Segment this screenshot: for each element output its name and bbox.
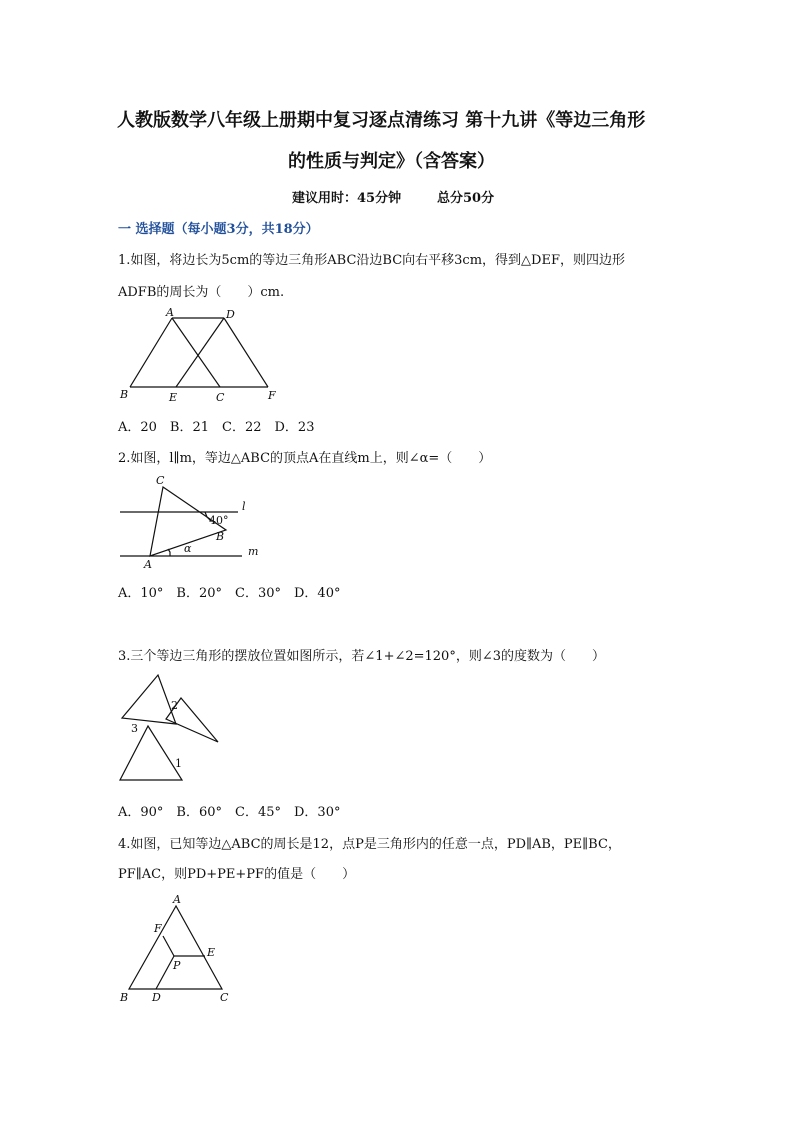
question-2-options: A．10° B．20° C．30° D．40° <box>118 586 341 601</box>
section-heading: 一 选择题（每小题3分，共18分） <box>118 222 319 237</box>
page-title-line2: 的性质与判定》（含答案） <box>288 151 495 172</box>
fig4-segment-PD <box>156 956 174 989</box>
fig2-label-m: m <box>248 545 259 558</box>
score-label: 总分50分 <box>437 191 495 206</box>
question-4-line2: PF∥AC，则PD+PE+PF的值是（ ） <box>118 867 356 882</box>
fig4-label-F: F <box>154 922 162 935</box>
fig2-label-l: l <box>242 500 246 513</box>
fig2-label-40deg: 40° <box>209 514 229 527</box>
fig1-label-C: C <box>216 391 225 404</box>
fig4-label-E: E <box>207 946 216 959</box>
fig4-label-C: C <box>220 991 229 1004</box>
fig2-label-C: C <box>156 474 165 487</box>
fig3-label-3: 3 <box>131 722 138 735</box>
fig3-label-2: 2 <box>171 699 178 712</box>
question-1-options: A．20 B．21 C．22 D．23 <box>118 420 315 435</box>
question-1-line2: ADFB的周长为（ ）cm. <box>118 285 285 300</box>
fig1-label-A: A <box>166 306 174 319</box>
fig2-label-alpha: α <box>184 542 192 555</box>
question-2-line1: 2.如图，l∥m，等边△ABC的顶点A在直线m上，则∠α=（ ） <box>118 451 492 466</box>
page-title-line1: 人教版数学八年级上册期中复习逐点清练习 第十九讲《等边三角形 <box>117 110 646 131</box>
fig2-label-A: A <box>144 558 152 571</box>
question-4-line1: 4.如图，已知等边△ABC的周长是12，点P是三角形内的任意一点，PD∥AB，PE∥BC， <box>118 837 621 852</box>
question-3-line1: 3.三个等边三角形的摆放位置如图所示，若∠1+∠2=120°，则∠3的度数为（ ） <box>118 649 605 664</box>
fig4-label-D: D <box>152 991 161 1004</box>
fig3-label-1: 1 <box>175 757 182 770</box>
fig4-label-B: B <box>120 991 129 1004</box>
fig4-label-P: P <box>173 959 181 972</box>
fig4-segment-PF <box>163 936 174 956</box>
question-1-line1: 1.如图，将边长为5cm的等边三角形ABC沿边BC向右平移3cm，得到△DEF，则四边形 <box>118 253 625 268</box>
question-3-options: A．90° B．60° C．45° D．30° <box>118 805 341 820</box>
fig1-label-B: B <box>120 388 129 401</box>
fig4-label-A: A <box>173 893 181 906</box>
time-label: 建议用时：45分钟 <box>292 191 402 206</box>
fig1-label-D: D <box>226 308 235 321</box>
fig1-label-F: F <box>268 389 276 402</box>
fig1-label-E: E <box>169 391 178 404</box>
fig2-label-B: B <box>216 530 225 543</box>
